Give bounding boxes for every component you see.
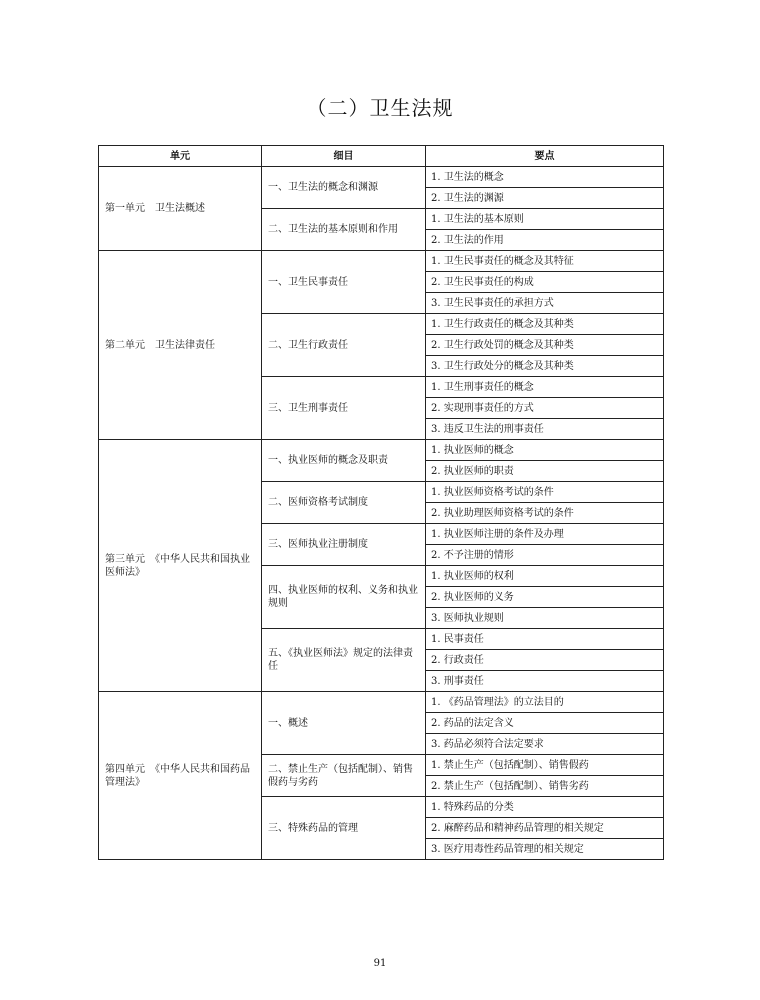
point-cell: 3. 医疗用毒性药品管理的相关规定: [426, 839, 664, 860]
point-cell: 2. 实现刑事责任的方式: [426, 398, 664, 419]
section-cell: 五、《执业医师法》规定的法律责任: [262, 629, 426, 692]
point-cell: 1. 卫生刑事责任的概念: [426, 377, 664, 398]
point-cell: 1. 卫生法的基本原则: [426, 209, 664, 230]
point-cell: 1. 执业医师注册的条件及办理: [426, 524, 664, 545]
section-cell: 三、卫生刑事责任: [262, 377, 426, 440]
point-cell: 3. 卫生行政处分的概念及其种类: [426, 356, 664, 377]
point-cell: 3. 医师执业规则: [426, 608, 664, 629]
point-cell: 2. 卫生法的作用: [426, 230, 664, 251]
section-cell: 二、卫生行政责任: [262, 314, 426, 377]
unit-cell: 第三单元 《中华人民共和国执业医师法》: [99, 440, 262, 692]
section-cell: 四、执业医师的权利、义务和执业规则: [262, 566, 426, 629]
point-cell: 2. 执业医师的义务: [426, 587, 664, 608]
point-cell: 2. 执业医师的职责: [426, 461, 664, 482]
header-points: 要点: [426, 146, 664, 167]
point-cell: 1. 卫生行政责任的概念及其种类: [426, 314, 664, 335]
table-row: [99, 251, 664, 272]
table-row: [99, 167, 664, 188]
unit-cell: 第一单元 卫生法概述: [99, 167, 262, 251]
point-cell: 1. 卫生法的概念: [426, 167, 664, 188]
point-cell: 1. 执业医师的概念: [426, 440, 664, 461]
point-cell: 1. 民事责任: [426, 629, 664, 650]
header-unit: 单元: [99, 146, 262, 167]
section-cell: 三、医师执业注册制度: [262, 524, 426, 566]
point-cell: 3. 刑事责任: [426, 671, 664, 692]
table-body: [99, 167, 664, 860]
table-header-row: [99, 146, 664, 167]
point-cell: 3. 违反卫生法的刑事责任: [426, 419, 664, 440]
page-number: 91: [373, 958, 387, 969]
point-cell: 1. 禁止生产（包括配制）、销售假药: [426, 755, 664, 776]
point-cell: 2. 卫生行政处罚的概念及其种类: [426, 335, 664, 356]
point-cell: 2. 药品的法定含义: [426, 713, 664, 734]
page-title: （二）卫生法规: [306, 96, 454, 120]
section-cell: 三、特殊药品的管理: [262, 797, 426, 860]
section-cell: 一、卫生法的概念和渊源: [262, 167, 426, 209]
unit-cell: 第四单元 《中华人民共和国药品管理法》: [99, 692, 262, 860]
point-cell: 1. 执业医师资格考试的条件: [426, 482, 664, 503]
section-cell: 二、卫生法的基本原则和作用: [262, 209, 426, 251]
syllabus-table: [98, 145, 664, 860]
unit-cell: 第二单元 卫生法律责任: [99, 251, 262, 440]
header-section: 细目: [262, 146, 426, 167]
section-cell: 二、禁止生产（包括配制）、销售假药与劣药: [262, 755, 426, 797]
point-cell: 1. 特殊药品的分类: [426, 797, 664, 818]
section-cell: 一、卫生民事责任: [262, 251, 426, 314]
point-cell: 2. 麻醉药品和精神药品管理的相关规定: [426, 818, 664, 839]
point-cell: 2. 卫生法的渊源: [426, 188, 664, 209]
point-cell: 1. 《药品管理法》的立法目的: [426, 692, 664, 713]
point-cell: 3. 药品必须符合法定要求: [426, 734, 664, 755]
section-cell: 一、执业医师的概念及职责: [262, 440, 426, 482]
section-cell: 二、医师资格考试制度: [262, 482, 426, 524]
point-cell: 2. 不予注册的情形: [426, 545, 664, 566]
section-cell: 一、概述: [262, 692, 426, 755]
point-cell: 1. 执业医师的权利: [426, 566, 664, 587]
table-row: [99, 692, 664, 713]
point-cell: 2. 行政责任: [426, 650, 664, 671]
point-cell: 2. 卫生民事责任的构成: [426, 272, 664, 293]
point-cell: 1. 卫生民事责任的概念及其特征: [426, 251, 664, 272]
point-cell: 2. 禁止生产（包括配制）、销售劣药: [426, 776, 664, 797]
point-cell: 2. 执业助理医师资格考试的条件: [426, 503, 664, 524]
point-cell: 3. 卫生民事责任的承担方式: [426, 293, 664, 314]
table-row: [99, 440, 664, 461]
